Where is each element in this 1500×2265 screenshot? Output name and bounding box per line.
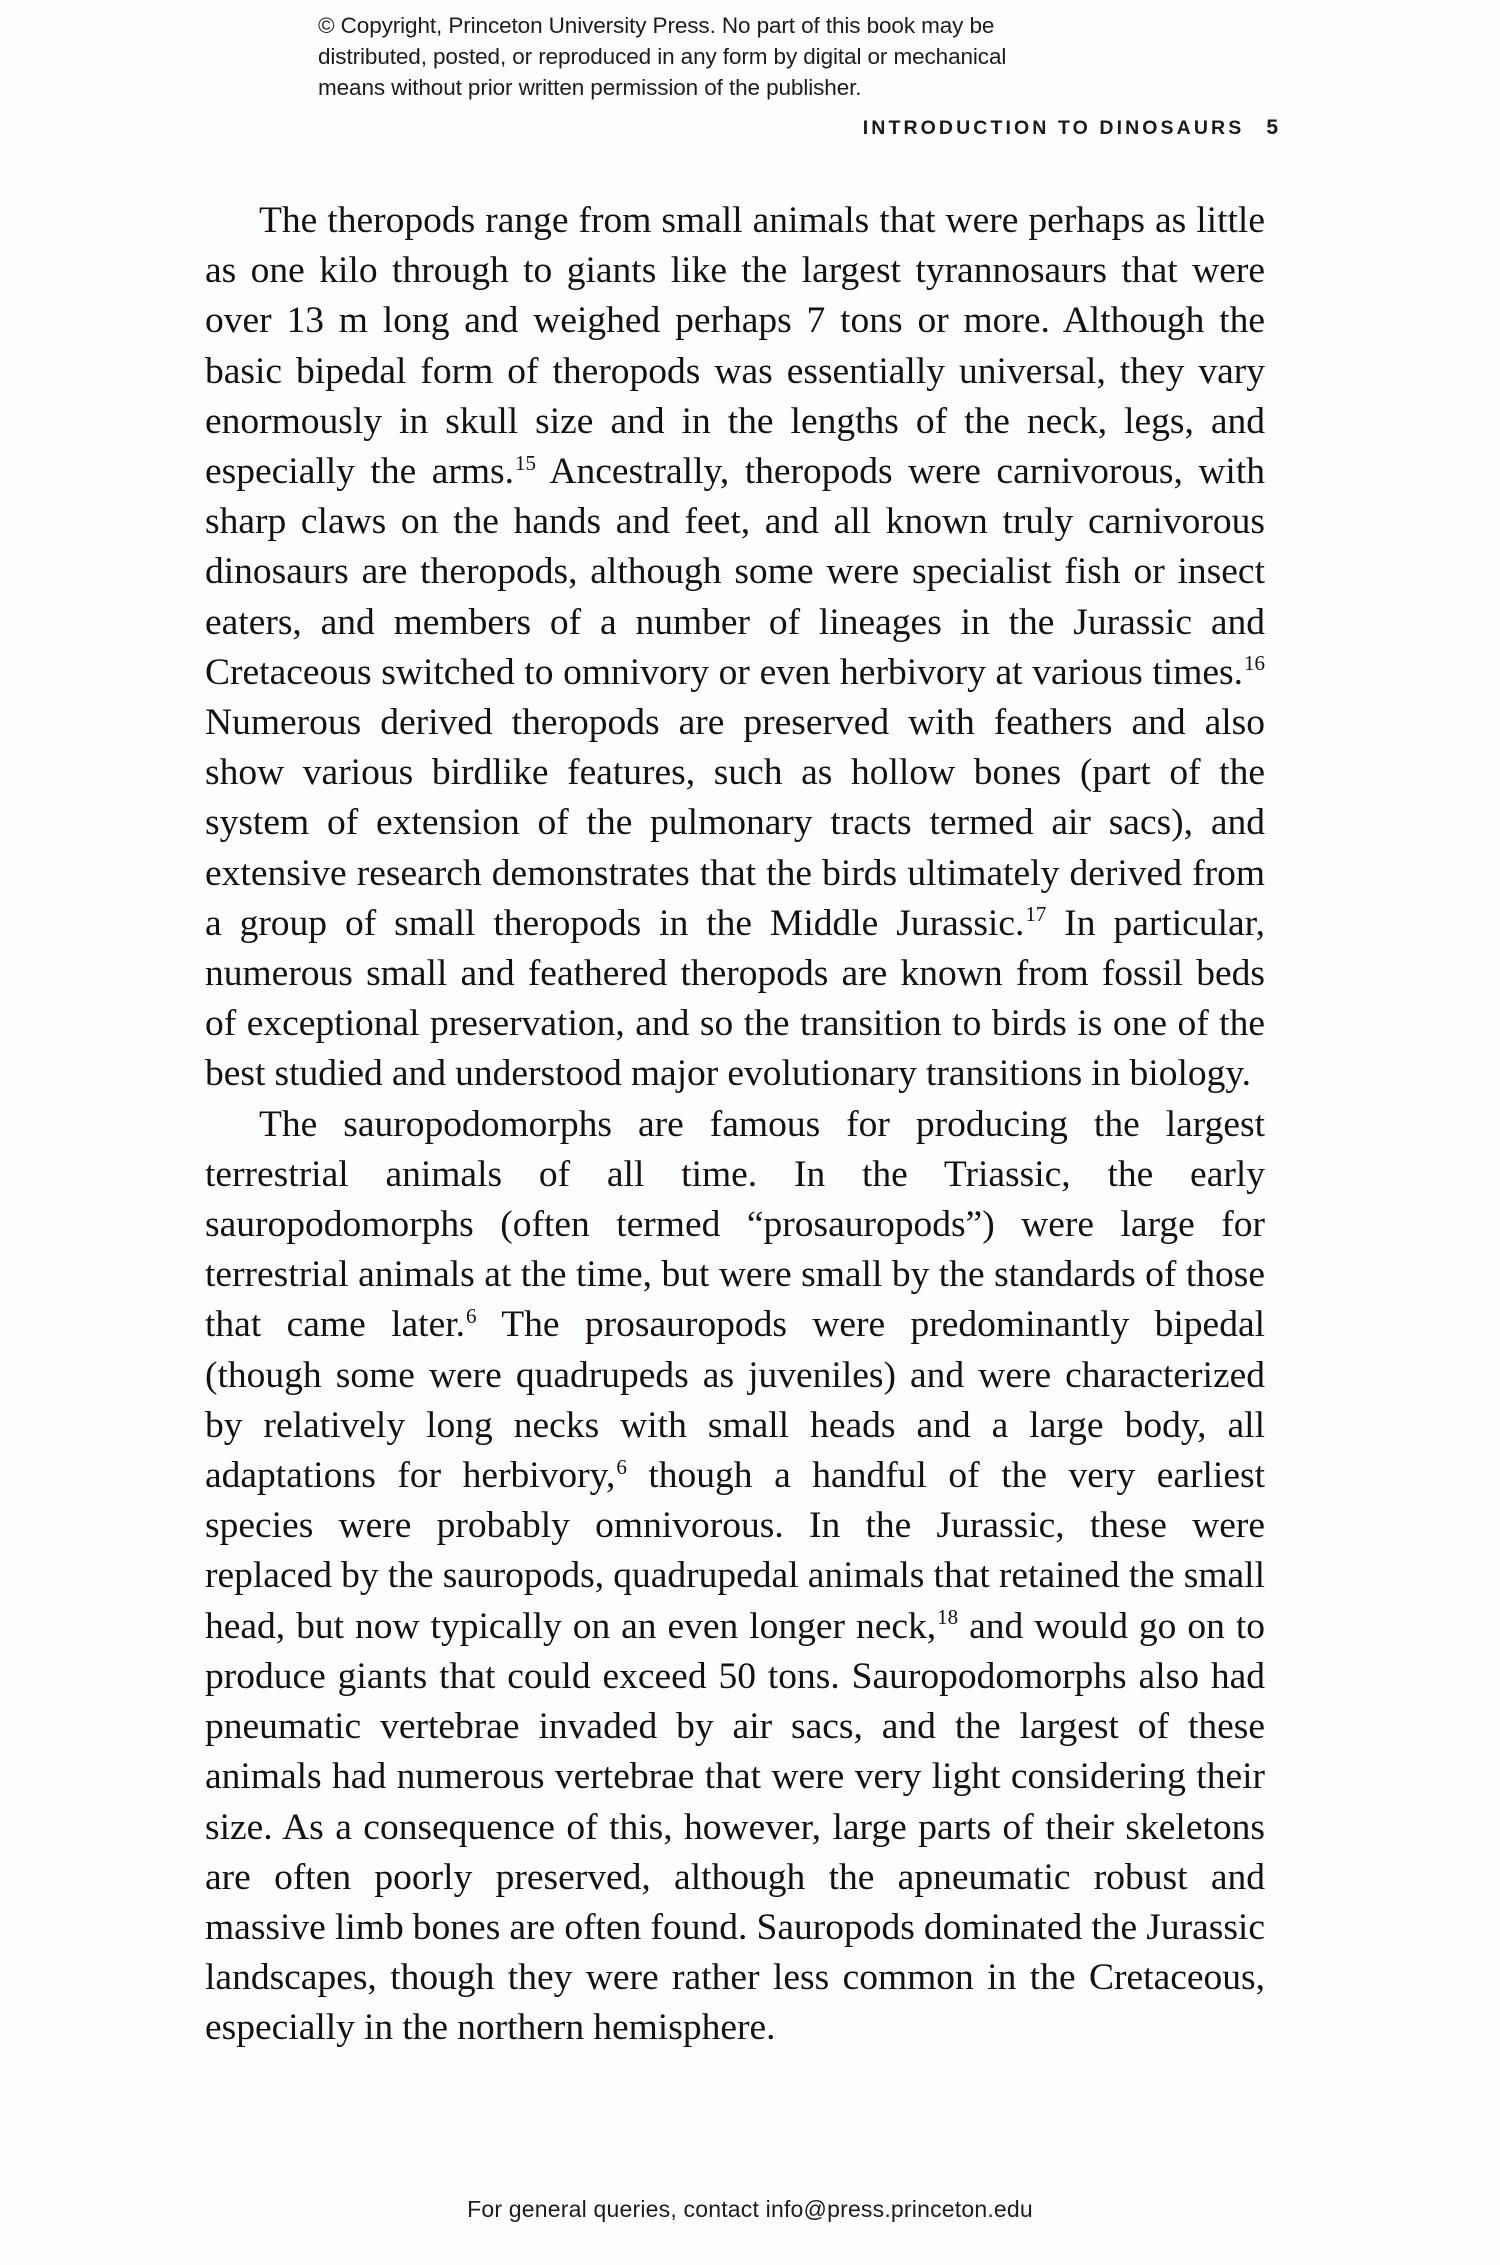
footnote-marker: 6	[466, 1303, 477, 1328]
footnote-marker: 6	[616, 1454, 627, 1479]
footnote-marker: 18	[937, 1605, 959, 1630]
copyright-line-3: means without prior written permission of the publisher.	[318, 75, 862, 100]
copyright-line-2: distributed, posted, or reproduced in any form by digital or mechanical	[318, 44, 1007, 69]
footnote-marker: 15	[515, 450, 536, 475]
copyright-line-1: © Copyright, Princeton University Press. No part of this book may be	[318, 13, 995, 38]
page-footer	[0, 2196, 1500, 2223]
page-number: 5	[1266, 116, 1278, 139]
paragraph-sauropodomorphs: The sauropodomorphs are famous for producing the largest terrestrial animals of all time. In the Triassic, the early sauropodomorphs (often termed “prosauropods”) were large for terrestrial animals at the time, but were small by the standards of those that came later.$^6$ The prosauropods were predominantly bipedal (though some were quadrupeds as juveniles) and were characterized by relatively long necks with small heads and a large body, all adaptations for herbivory,$^6$ though a handful of the very earliest species were probably omnivorous. In the Jurassic, these were replaced by the sauropods, quadrupedal animals that retained the small head, but now typically on an even longer neck,$^{18}$ and would go on to produce giants that could exceed 50 tons. Sauropodomorphs also had pneumatic vertebrae invaded by air sacs, and the largest of these animals had numerous vertebrae that were very light considering their size. As a consequence of this, however, large parts of their skeletons are often poorly preserved, although the apneumatic robust and massive limb bones are often found. Sauropods dominated the Jurassic landscapes, though they were rather less common in the Cretaceous, especially in the northern hemisphere.	[205, 1103, 1266, 2049]
footnote-marker: 17	[1025, 902, 1047, 927]
copyright-notice	[318, 10, 1178, 103]
body-text-column	[205, 196, 1265, 2054]
paragraph-theropods: The theropods range from small animals that were perhaps as little as one kilo through to giants like the largest tyrannosaurs that were over 13 m long and weighed perhaps 7 tons or more. Although the basic bipedal form of theropods was essentially universal, they vary enormously in skull size and in the lengths of the neck, legs, and especially the arms.$^{15}$ Ancestrally, theropods were carnivorous, with sharp claws on the hands and feet, and all known truly carnivorous dinosaurs are theropods, although some were specialist fish or insect eaters, and members of a number of lineages in the Jurassic and Cretaceous switched to omnivory or even herbivory at various times.$^{16}$ Numerous derived theropods are preserved with feathers and also show various birdlike features, such as hollow bones (part of the system of extension of the pulmonary tracts termed air sacs), and extensive research demonstrates that the birds ultimately derived from a group of small theropods in the Middle Jurassic.$^{17}$ In particular, numerous small and feathered theropods are known from fossil beds of exceptional preservation, and so the transition to birds is one of the best studied and understood major evolutionary transitions in biology.	[205, 200, 1265, 1095]
running-head-title: INTRODUCTION TO DINOSAURS	[862, 117, 1245, 139]
running-head	[863, 116, 1278, 140]
footnote-marker: 16	[1244, 651, 1265, 676]
general-queries-text: For general queries, contact info@press.princeton.edu	[467, 2196, 1033, 2222]
